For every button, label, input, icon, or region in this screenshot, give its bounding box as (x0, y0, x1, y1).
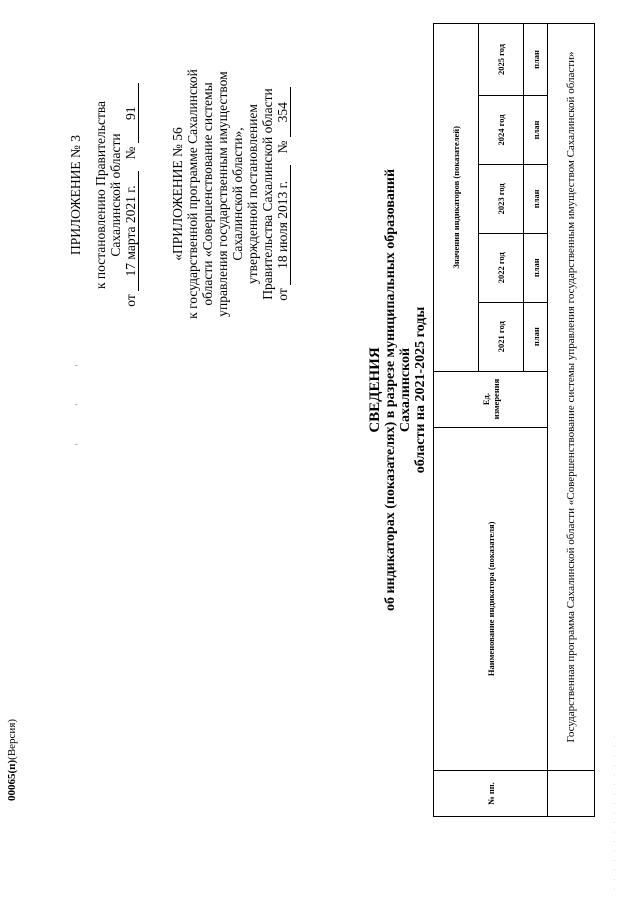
appendix-56-title: «ПРИЛОЖЕНИЕ № 56 (170, 127, 185, 261)
appendix-56-date: 18 июля 2013 г. (275, 165, 291, 285)
appendix-3-num-label: № (123, 146, 138, 160)
appendix-56-number: 354 (275, 87, 291, 137)
col-header-name: Наименование индикатора (показателя) (434, 427, 548, 770)
appendix-56-from-label: от (275, 288, 290, 301)
program-row-no (548, 771, 595, 817)
appendix-56-num-label: № (275, 140, 290, 154)
appendix-56-line3: управления государственным имуществом (215, 71, 230, 317)
year-header: 2025 год (479, 24, 524, 96)
document-heading (368, 155, 428, 625)
heading-line2: области на 2021-2025 годы (413, 306, 428, 474)
appendix-3-date: 17 марта 2021 г. (123, 171, 139, 291)
heading-line1: об индикаторах (показателях) в разрезе муниципальных образований Сахалинской (383, 168, 413, 612)
program-row: Государственная программа Сахалинской области «Совершенствование системы управления государственным имуществом Сахалинской области» (548, 24, 595, 771)
year-header: 2022 год (479, 233, 524, 302)
indicators-table (433, 23, 595, 817)
appendix-3-number: 91 (123, 83, 139, 143)
footer-version: (Версия) (6, 718, 18, 760)
year-header: 2024 год (479, 95, 524, 164)
plan-header: план (524, 24, 548, 96)
appendix-56-line1: к государственной программе Сахалинской (185, 69, 200, 319)
appendix-56-block (170, 63, 291, 325)
document-footer (6, 719, 18, 801)
year-header: 2023 год (479, 164, 524, 233)
appendix-56-line4: Сахалинской области», (230, 127, 245, 261)
appendix-56-line5: утвержденной постановлением (245, 104, 260, 284)
col-header-values: Значения индикаторов (показателей) (434, 24, 479, 372)
plan-header: план (524, 302, 548, 371)
margin-marks: ' ' ' (74, 346, 83, 445)
col-header-no: № пп. (434, 771, 548, 817)
appendix-3-from-label: от (123, 294, 138, 307)
appendix-56-line6: Правительства Сахалинской области (260, 88, 275, 300)
heading-title: СВЕДЕНИЯ (367, 347, 383, 433)
appendix-3-block (68, 65, 139, 325)
col-header-unit: Ед. измерения (434, 371, 548, 427)
plan-header: план (524, 95, 548, 164)
appendix-56-line2: области «Совершенствование системы (200, 82, 215, 306)
scan-edge-marks: · · · · · · · · · · · · · · · · · (612, 733, 618, 890)
appendix-3-date-line (123, 65, 139, 325)
footer-code: 00065(п) (6, 759, 18, 801)
appendix-3-line2: Сахалинской области (108, 133, 123, 257)
appendix-56-date-line (275, 63, 291, 325)
plan-header: план (524, 233, 548, 302)
appendix-3-title: ПРИЛОЖЕНИЕ № 3 (68, 134, 83, 256)
year-header: 2021 год (479, 302, 524, 371)
plan-header: план (524, 164, 548, 233)
appendix-3-line1: к постановлению Правительства (93, 100, 108, 290)
